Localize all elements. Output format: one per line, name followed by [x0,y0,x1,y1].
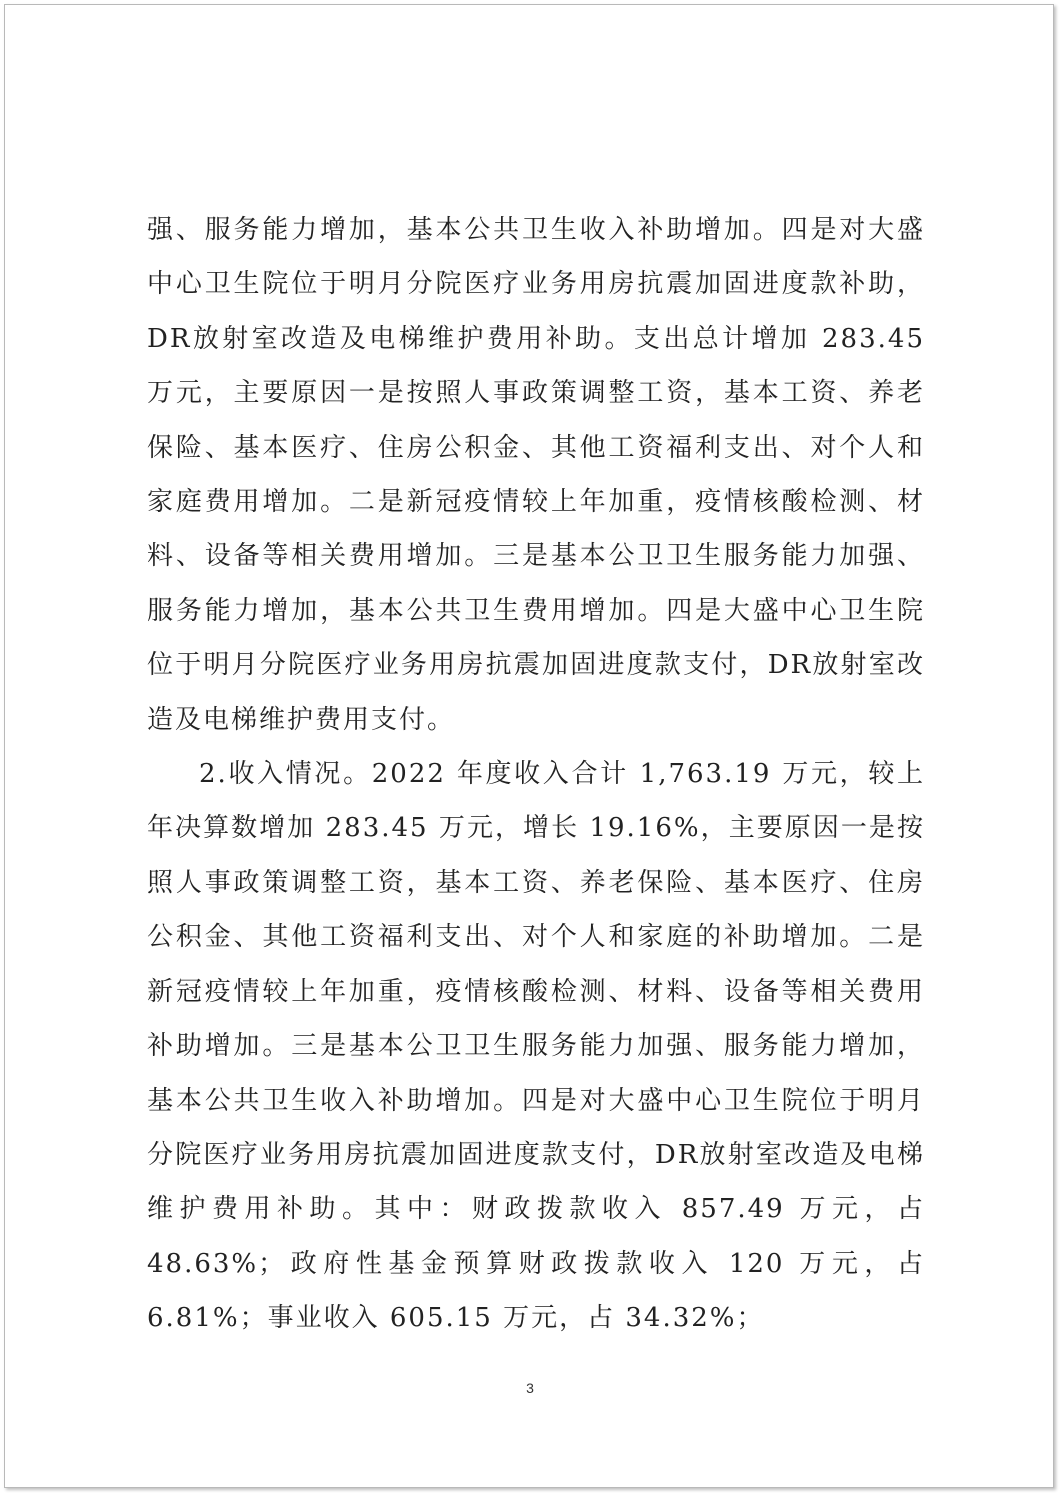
page-number: 3 [526,1380,534,1396]
paragraph-continuation: 强、服务能力增加，基本公共卫生收入补助增加。四是对大盛中心卫生院位于明月分院医疗业务用房抗震加固进度款补助，DR放射室改造及电梯维护费用补助。支出总计增加 283.45 万元，主要原因一是按照人事政策调整工资，基本工资、养老保险、基本医疗、住房公积金、其他工资福利支出、对个人和家庭费用增加。二是新冠疫情较上年加重，疫情核酸检测、材料、设备等相关费用增加。三是基本公卫卫生服务能力加强、服务能力增加，基本公共卫生费用增加。四是大盛中心卫生院位于明月分院医疗业务用房抗震加固进度款支付，DR放射室改造及电梯维护费用支付。 [147,215,925,735]
paragraph-income: 2.收入情况。2022 年度收入合计 1,763.19 万元，较上年决算数增加 283.45 万元，增长 19.16%，主要原因一是按照人事政策调整工资，基本工资、养老保险、基本医疗、住房公积金、其他工资福利支出、对个人和家庭的补助增加。二是新冠疫情较上年加重，疫情核酸检测、材料、设备等相关费用补助增加。三是基本公卫卫生服务能力加强、服务能力增加，基本公共卫生收入补助增加。四是对大盛中心卫生院位于明月分院医疗业务用房抗震加固进度款支付，DR放射室改造及电梯维护费用补助。其中：财政拨款收入 857.49 万元，占 48.63%；政府性基金预算财政拨款收入 120 万元，占 6.81%；事业收入 605.15 万元，占 34.32%； [147,759,925,1334]
document-page [4,4,1054,1488]
body-text [147,203,925,1346]
